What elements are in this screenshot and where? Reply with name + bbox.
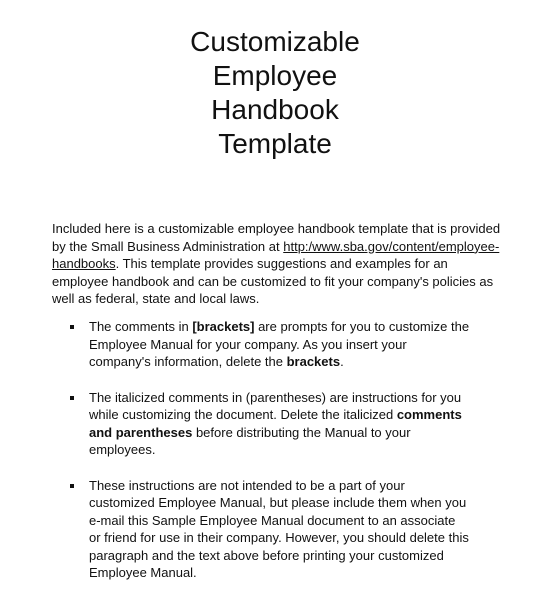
- list-item: [70, 477, 470, 582]
- title-line-4: Template: [218, 128, 332, 159]
- intro-paragraph: [52, 220, 502, 308]
- bullet-3-text: These instructions are not intended to be a part of your customized Employee Manual, but please include them when you e-mail this Sample Employee Manual document to an associate or friend for use in their company. However, you should delete this paragraph and the text above before printing your customized Employee Manual.: [89, 477, 469, 580]
- intro-text-before-link: Included here is a customizable employee handbook template that is provided by the Small Business Administration at: [52, 221, 501, 254]
- title-line-1: Customizable: [190, 26, 360, 57]
- bullet-2-text: The italicized comments in (parentheses) are instructions for you while customizing the document. Delete the italicized: [89, 389, 462, 422]
- title-line-3: Handbook: [211, 94, 339, 125]
- list-item: [70, 389, 470, 459]
- instructions-list: [70, 318, 470, 600]
- bullet-1-bold-brackets-2: brackets: [286, 354, 341, 369]
- bullet-1-bold-brackets: [brackets]: [192, 319, 255, 334]
- bullet-2-bold-comments: comments and parentheses: [89, 407, 462, 440]
- bullet-1-text-2: are prompts for you to customize the Employee Manual for your company. As you insert your company's information, delete the: [89, 319, 470, 369]
- bullet-2-text-2: before distributing the Manual to your employees.: [89, 424, 411, 457]
- bullet-1-text-3: .: [340, 354, 344, 369]
- bullet-icon: [70, 325, 74, 329]
- intro-text-after-link: . This template provides suggestions and examples for an employee handbook and can be customized to fit your company's policies as well as federal, state and local laws.: [52, 256, 494, 306]
- list-item: [70, 318, 470, 371]
- sba-handbook-link[interactable]: http:/www.sba.gov/content/employee-handbooks: [52, 238, 500, 271]
- title-line-2: Employee: [212, 60, 338, 91]
- bullet-1-text: The comments in: [89, 319, 193, 334]
- bullet-icon: [70, 396, 74, 400]
- bullet-icon: [70, 484, 74, 488]
- document-title: [0, 25, 550, 161]
